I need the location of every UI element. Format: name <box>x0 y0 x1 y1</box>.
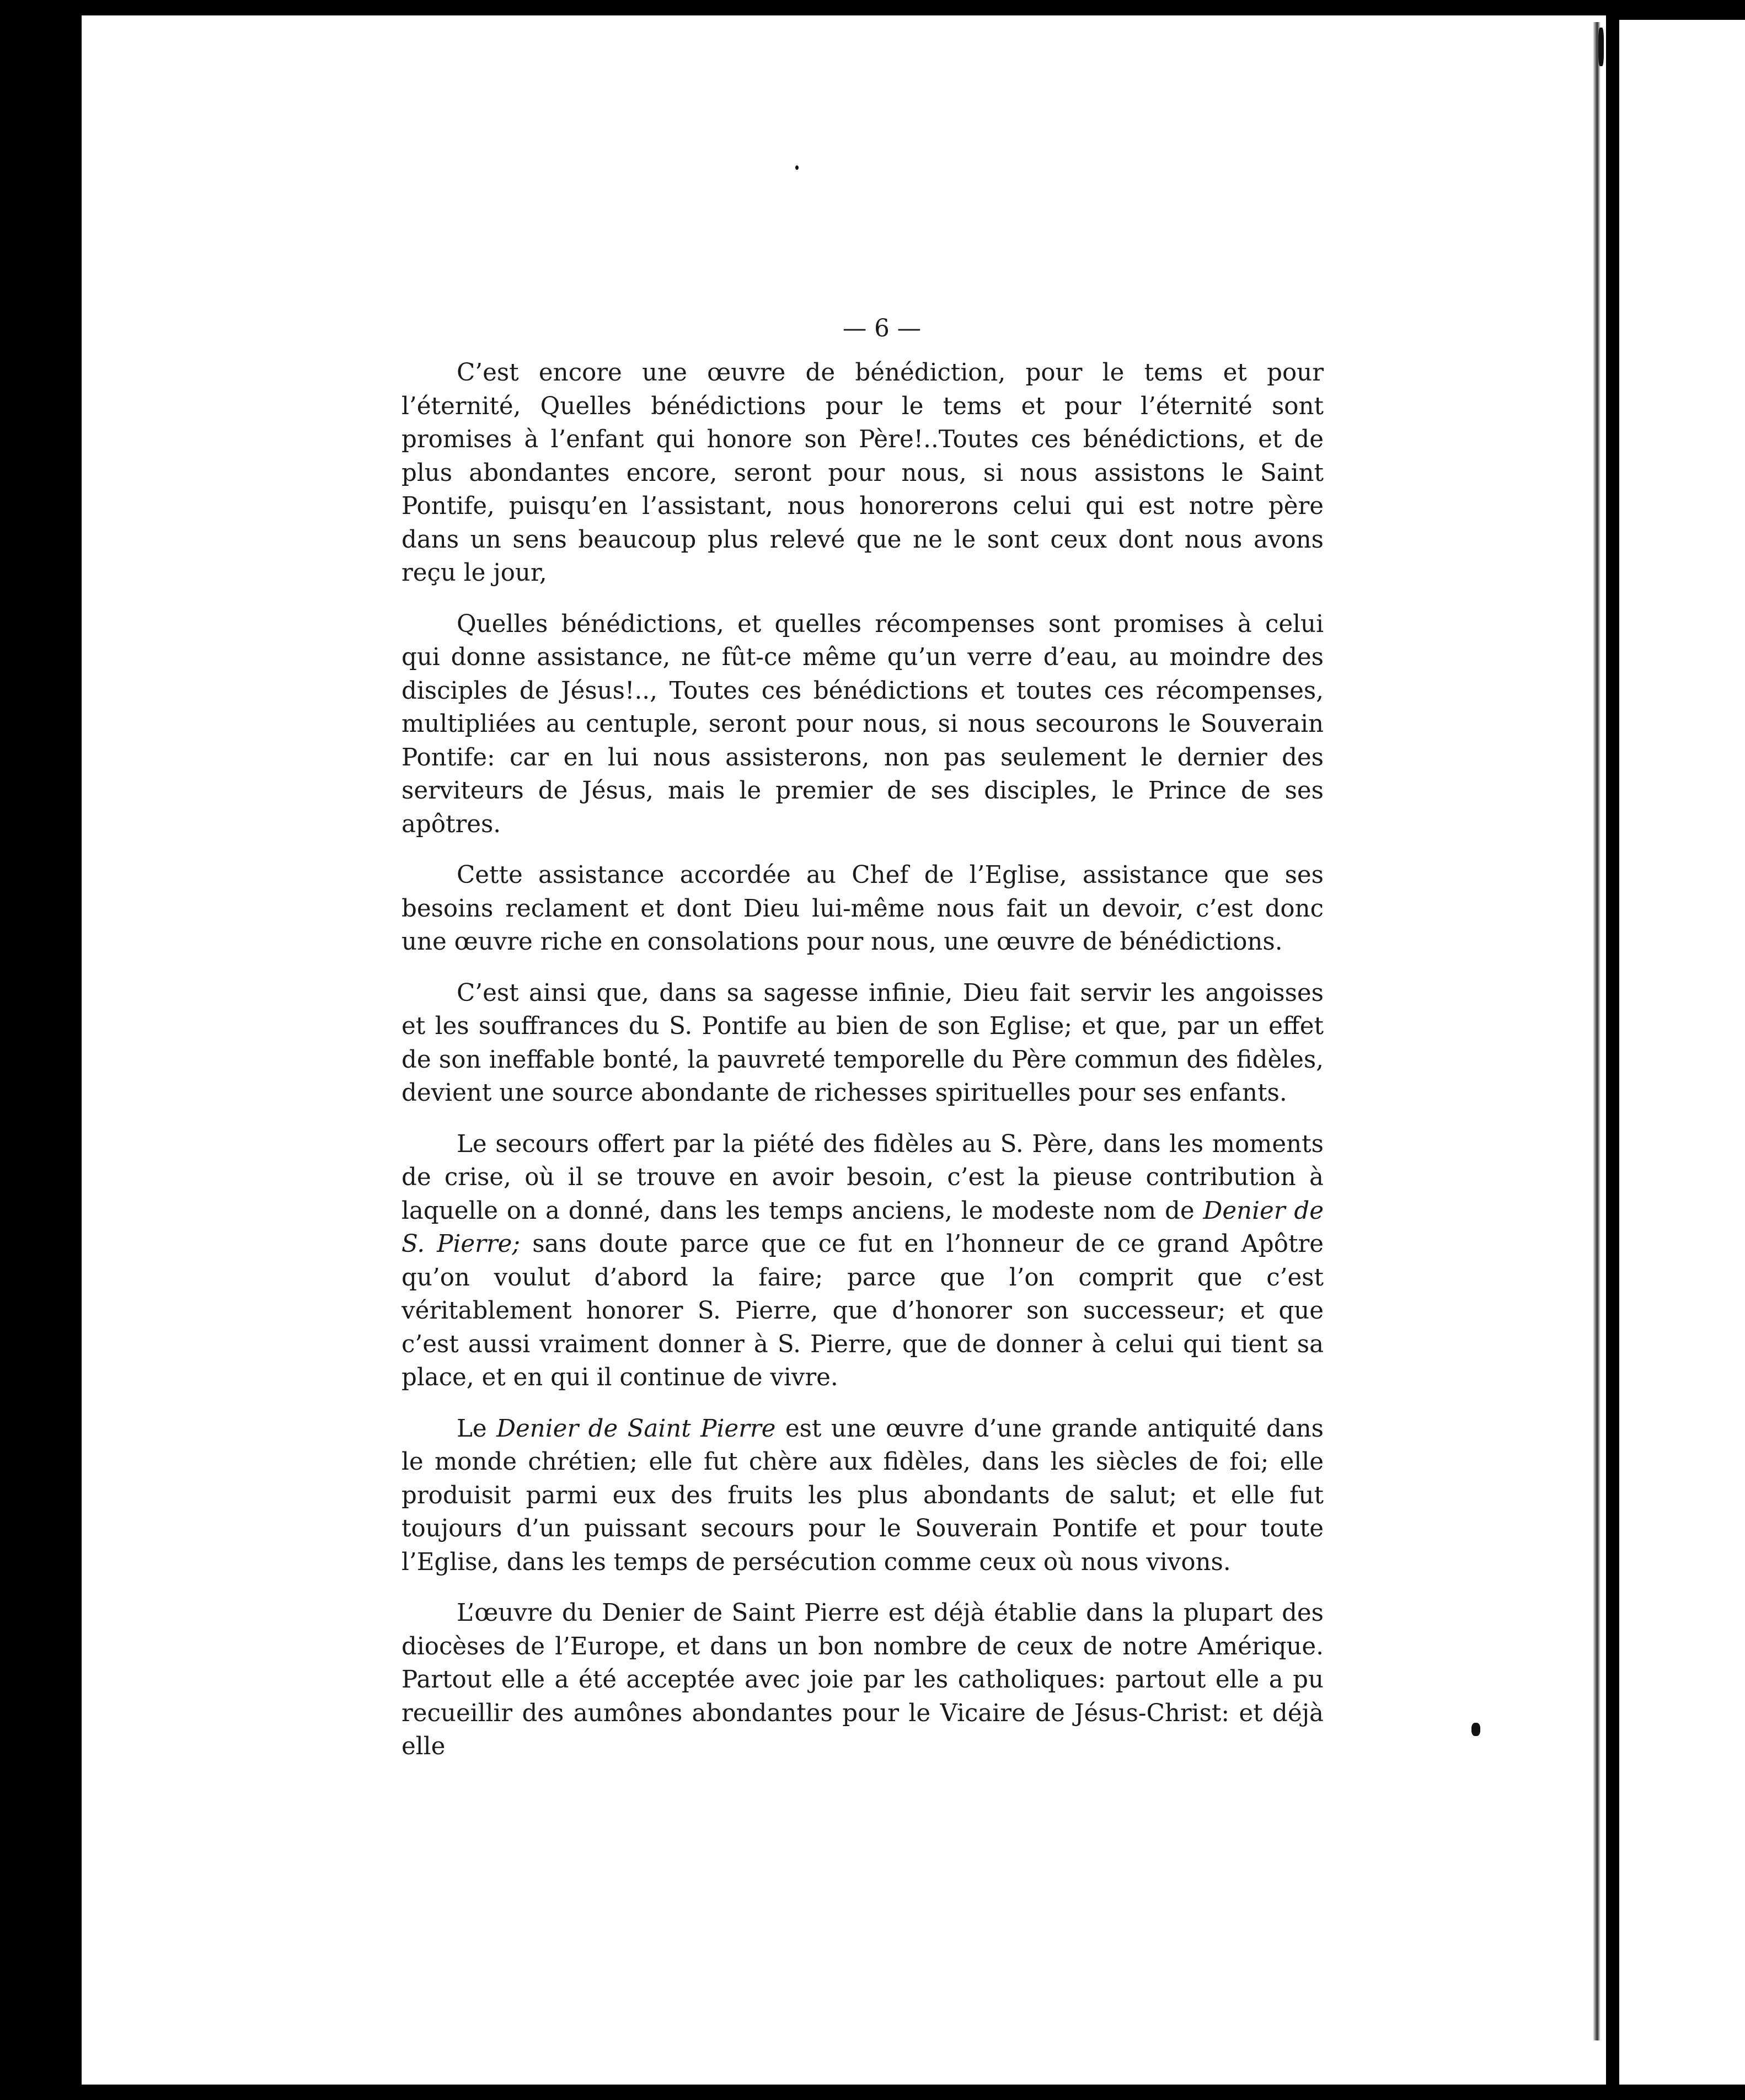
paragraph-text: C’est ainsi que, dans sa sagesse infinie, Dieu fait servir les angoisses et les souffrances du S. Pontife au bien de son Eglise; et que, par un effet de son ineffable bonté, la pauvreté temporelle du Père commun des fidèles, devient une source abondante de richesses spirituelles pour ses enfants. <box>402 979 1324 1107</box>
paragraph-text: C’est encore une œuvre de bénédiction, pour le tems et pour l’éternité, Quelles bénédictions pour le tems et pour l’éternité sont promises à l’enfant qui honore son Père!..Toutes ces bénédictions, et de plus abondantes encore, seront pour nous, si nous assistons le Saint Pontife, puisqu’en l’assistant, nous honorerons celui qui est notre père dans un sens beaucoup plus relevé que ne le sont ceux dont nous avons reçu le jour, <box>402 359 1324 587</box>
paragraph-text: Cette assistance accordée au Chef de l’Eglise, assistance que ses besoins reclament et dont Dieu lui-même nous fait un devoir, c’est donc une œuvre riche en consolations pour nous, une œuvre de bénédictions. <box>402 861 1324 956</box>
paragraph <box>402 859 1324 959</box>
body-text <box>402 356 1324 1764</box>
paragraph-text: Le <box>457 1415 497 1443</box>
paragraph <box>402 608 1324 842</box>
italic-phrase: Denier de Saint Pierre <box>496 1415 776 1443</box>
paragraph <box>402 1412 1324 1579</box>
paragraph-text: Le secours offert par la piété des fidèles au S. Père, dans les moments de crise, où il se trouve en avoir besoin, c’est la pieuse contribution à laquelle on a donné, dans les temps anciens, le modeste nom de <box>402 1130 1324 1225</box>
page-number: — 6 — <box>842 315 922 342</box>
ink-speck <box>1471 1723 1480 1736</box>
page-gutter-edge <box>1593 22 1601 2040</box>
paragraph <box>402 356 1324 590</box>
paragraph-text: sans doute parce que ce fut en l’honneur de ce grand Apôtre qu’on voulut d’abord la faire; parce que l’on comprit que c’est véritablement honorer S. Pierre, que d’honorer son successeur; et que c’est aussi vraiment donner à S. Pierre, que de donner à celui qui tient sa place, et en qui il continue de vivre. <box>402 1230 1324 1391</box>
paragraph <box>402 1128 1324 1395</box>
page-text <box>402 312 1324 1764</box>
paragraph-text: est une œuvre d’une grande antiquité dans le monde chrétien; elle fut chère aux fidèles, dans les siècles de foi; elle produisit parmi eux des fruits les plus abondants de salut; et elle fut toujours d’un puissant secours pour le Souverain Pontife et pour toute l’Eglise, dans les temps de persécution comme ceux où nous vivons. <box>402 1415 1324 1576</box>
ink-speck <box>795 165 799 170</box>
paragraph-text: Quelles bénédictions, et quelles récompenses sont promises à celui qui donne assistance, ne fût-ce même qu’un verre d’eau, au moindre des disciples de Jésus!.., Toutes ces bénédictions et toutes ces récompenses, multipliées au centuple, seront pour nous, si nous secourons le Souverain Pontife: car en lui nous assisterons, non pas seulement le dernier des serviteurs de Jésus, mais le premier de ses disciples, le Prince de ses apôtres. <box>402 610 1324 838</box>
italic-phrase: Denier de S. Pierre; <box>402 1197 1324 1258</box>
paragraph <box>402 1597 1324 1764</box>
ink-speck <box>1598 28 1604 66</box>
paragraph <box>402 977 1324 1110</box>
adjacent-page-edge <box>1619 20 1745 2085</box>
paragraph-text: L’œuvre du Denier de Saint Pierre est déjà établie dans la plupart des diocèses de l’Europe, et dans un bon nombre de ceux de notre Amérique. Partout elle a été acceptée avec joie par les catholiques: partout elle a pu recueillir des aumônes abondantes pour le Vicaire de Jésus-Christ: et déjà elle <box>402 1599 1324 1760</box>
